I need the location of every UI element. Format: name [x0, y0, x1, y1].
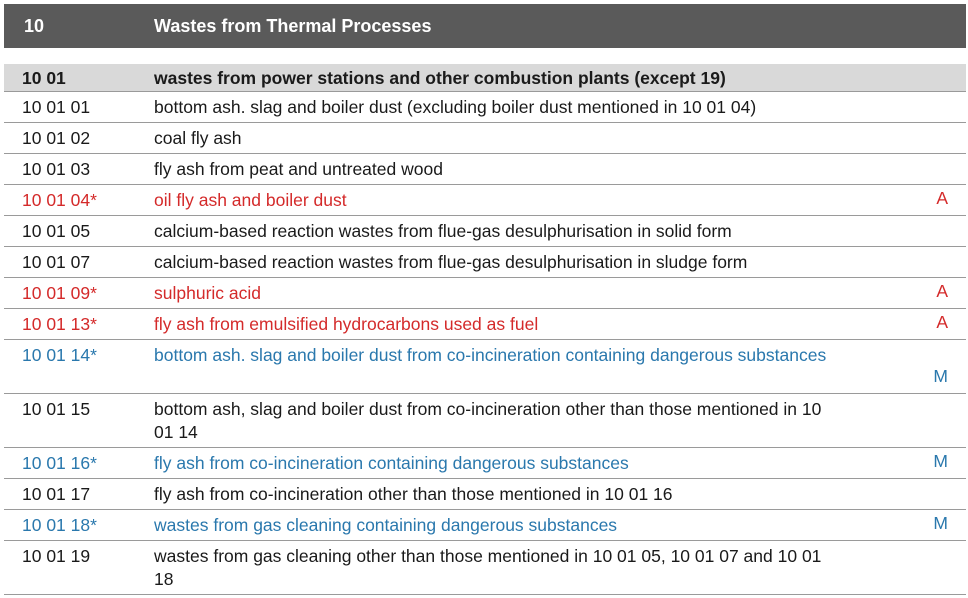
waste-description: fly ash from peat and untreated wood [154, 159, 443, 179]
waste-description: fly ash from co-incineration containing dangerous substances [154, 453, 629, 473]
table-row [4, 448, 966, 479]
table-row [4, 510, 966, 541]
waste-description: fly ash from emulsified hydrocarbons used as fuel [154, 314, 539, 334]
waste-code: 10 01 04* [22, 190, 97, 210]
waste-code: 10 01 09* [22, 283, 97, 303]
waste-code: 10 01 17 [22, 484, 91, 504]
waste-code: 10 01 07 [22, 252, 91, 272]
chapter-header [4, 4, 966, 48]
table-row [4, 340, 966, 394]
waste-description: bottom ash, slag and boiler dust from co-incineration other than those mentioned in 10 01 14 [154, 399, 822, 442]
table-row [4, 92, 966, 123]
hazard-flag: M [933, 513, 948, 533]
waste-code: 10 01 03 [22, 159, 91, 179]
hazard-flag: M [933, 451, 948, 471]
table-row [4, 216, 966, 247]
table-row [4, 154, 966, 185]
section-title: wastes from power stations and other combustion plants (except 19) [154, 68, 726, 88]
section-row [4, 64, 966, 92]
hazard-flag: A [936, 312, 948, 332]
waste-description: bottom ash. slag and boiler dust (excluding boiler dust mentioned in 10 01 04) [154, 97, 757, 117]
waste-description: coal fly ash [154, 128, 242, 148]
waste-code: 10 01 13* [22, 314, 97, 334]
waste-code: 10 01 05 [22, 221, 91, 241]
chapter-title: Wastes from Thermal Processes [154, 16, 432, 36]
table-row [4, 394, 966, 448]
waste-description: bottom ash. slag and boiler dust from co-incineration containing dangerous substances [154, 345, 827, 365]
waste-description: oil fly ash and boiler dust [154, 190, 347, 210]
waste-description: fly ash from co-incineration other than those mentioned in 10 01 16 [154, 484, 673, 504]
hazard-flag: A [936, 188, 948, 208]
waste-code-table [4, 64, 966, 595]
waste-code: 10 01 19 [22, 546, 91, 566]
chapter-code: 10 [24, 16, 45, 36]
hazard-flag: A [936, 281, 948, 301]
table-row [4, 541, 966, 595]
table-row [4, 479, 966, 510]
waste-code: 10 01 01 [22, 97, 91, 117]
table-row [4, 123, 966, 154]
waste-code: 10 01 02 [22, 128, 91, 148]
table-row [4, 278, 966, 309]
table-row [4, 247, 966, 278]
waste-description: sulphuric acid [154, 283, 261, 303]
waste-description: calcium-based reaction wastes from flue-gas desulphurisation in solid form [154, 221, 732, 241]
waste-code: 10 01 14* [22, 345, 97, 365]
waste-code: 10 01 15 [22, 399, 91, 419]
waste-description: calcium-based reaction wastes from flue-gas desulphurisation in sludge form [154, 252, 748, 272]
section-code: 10 01 [22, 68, 66, 88]
waste-code: 10 01 16* [22, 453, 97, 473]
waste-code: 10 01 18* [22, 515, 97, 535]
waste-description: wastes from gas cleaning other than those mentioned in 10 01 05, 10 01 07 and 10 01 18 [154, 546, 822, 589]
table-row [4, 185, 966, 216]
table-row [4, 309, 966, 340]
waste-description: wastes from gas cleaning containing dangerous substances [154, 515, 618, 535]
hazard-flag: M [933, 366, 948, 386]
